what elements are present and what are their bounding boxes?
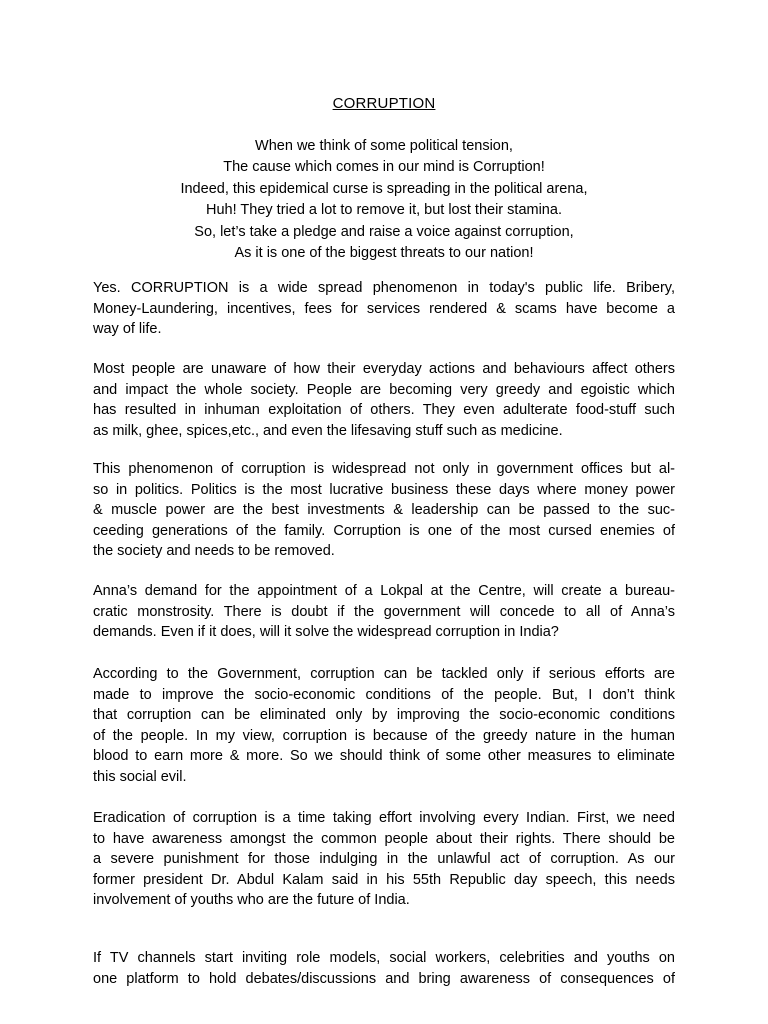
- poem-line: So, let’s take a pledge and raise a voice against corruption,: [194, 223, 574, 240]
- poem-line: The cause which comes in our mind is Corruption!: [223, 159, 545, 176]
- paragraph-line: Anna’s demand for the appointment of a Lokpal at the Centre, will create a bureau-: [93, 583, 675, 599]
- paragraph-line: Money-Laundering, incentives, fees for services rendered & scams have become a: [93, 300, 675, 317]
- paragraph-5: [93, 664, 675, 788]
- poem-line: Indeed, this epidemical curse is spreading in the political arena,: [180, 180, 588, 197]
- paragraph-line: demands. Even if it does, will it solve the widespread corruption in India?: [93, 624, 559, 641]
- paragraph-2: [93, 359, 675, 441]
- paragraph-line: way of life.: [93, 321, 162, 338]
- poem-line: When we think of some political tension,: [255, 138, 513, 154]
- paragraph-line: blood to earn more & more. So we should think of some other measures to eliminate: [93, 748, 675, 765]
- paragraph-line: and impact the whole society. People are becoming very greedy and egoistic which: [93, 381, 675, 398]
- paragraph-line: as milk, ghee, spices,etc., and even the lifesaving stuff such as medicine.: [93, 422, 563, 439]
- paragraph-line: If TV channels start inviting role models, social workers, celebrities and youths on: [93, 950, 675, 966]
- poem-line: As it is one of the biggest threats to our nation!: [234, 245, 534, 262]
- paragraph-line: former president Dr. Abdul Kalam said in his 55th Republic day speech, this needs: [93, 871, 675, 888]
- paragraph-line: a severe punishment for those indulging in the unlawful act of corruption. As our: [93, 851, 675, 868]
- paragraph-4: [93, 581, 675, 643]
- paragraph-line: that corruption can be eliminated only by improving the socio-economic conditions: [93, 707, 675, 724]
- paragraph-line: Most people are unaware of how their everyday actions and behaviours affect others: [93, 361, 675, 377]
- paragraph-line: so in politics. Politics is the most lucrative business these days where money power: [93, 481, 675, 498]
- paragraph-line: This phenomenon of corruption is widespread not only in government offices but al-: [93, 461, 675, 477]
- poem-stanza: [0, 136, 768, 264]
- paragraph-7: [93, 948, 675, 989]
- paragraph-line: Yes. CORRUPTION is a wide spread phenomenon in today's public life. Bribery,: [93, 280, 675, 296]
- paragraph-line: this social evil.: [93, 768, 187, 785]
- paragraph-3: [93, 459, 675, 562]
- page-title: CORRUPTION: [332, 95, 436, 112]
- paragraph-6: [93, 808, 675, 911]
- paragraph-line: to have awareness amongst the common people about their rights. There should be: [93, 830, 675, 847]
- paragraph-line: one platform to hold debates/discussions and bring awareness of consequences of: [93, 970, 675, 987]
- paragraph-line: made to improve the socio-economic conditions of the people. But, I don’t think: [93, 686, 675, 703]
- paragraph-line: of the people. In my view, corruption is because of the greedy nature in the human: [93, 727, 675, 744]
- paragraph-line: According to the Government, corruption can be tackled only if serious efforts are: [93, 666, 675, 682]
- paragraph-line: the society and needs to be removed.: [93, 543, 335, 560]
- paragraph-line: & muscle power are the best investments & leadership can be passed to the suc-: [93, 502, 675, 519]
- paragraph-line: Eradication of corruption is a time taking effort involving every Indian. First, we need: [93, 810, 675, 826]
- poem-line: Huh! They tried a lot to remove it, but lost their stamina.: [206, 202, 562, 219]
- paragraph-1: [93, 278, 675, 340]
- paragraph-line: involvement of youths who are the future of India.: [93, 892, 410, 909]
- paragraph-line: ceeding generations of the family. Corruption is one of the most cursed enemies of: [93, 522, 675, 539]
- paragraph-line: has resulted in inhuman exploitation of others. They even adulterate food-stuff such: [93, 402, 675, 419]
- paragraph-line: cratic monstrosity. There is doubt if the government will concede to all of Anna’s: [93, 603, 675, 620]
